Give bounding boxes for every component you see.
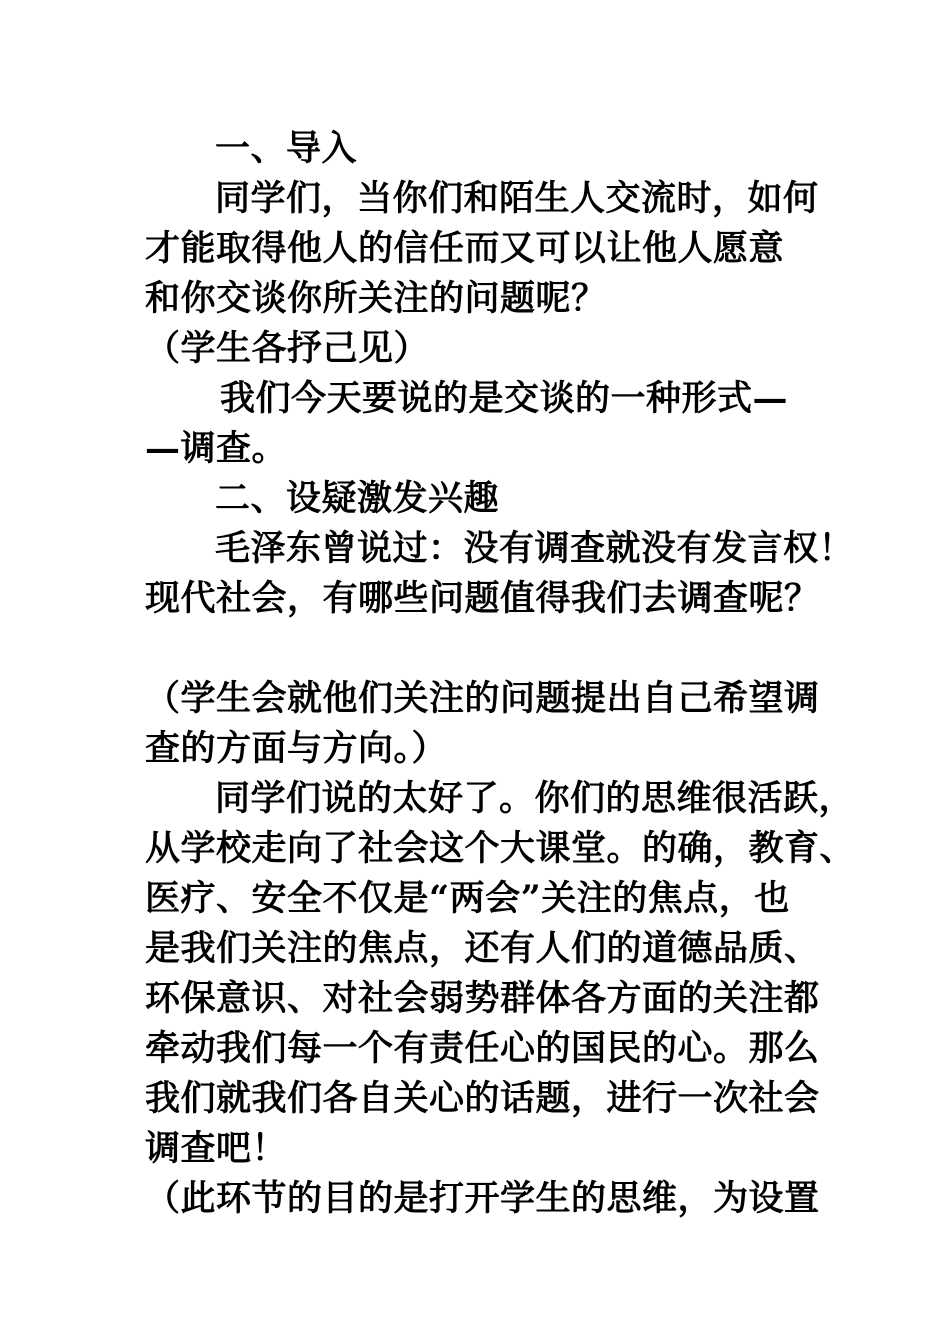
paragraph-line: 我们今天要说的是交谈的一种形式— (220, 378, 789, 419)
paragraph-line: 同学们，当你们和陌生人交流时，如何 (215, 178, 819, 219)
section-heading-question: 二、设疑激发兴趣 (215, 478, 500, 519)
paragraph-line: 牵动我们每一个有责任心的国民的心。那么 (145, 1028, 820, 1069)
section-heading-intro: 一、导入 (215, 128, 358, 169)
paragraph-line: 毛泽东曾说过：没有调查就没有发言权！ (215, 528, 855, 569)
paragraph-line: （此环节的目的是打开学生的思维，为设置 (145, 1178, 820, 1219)
paragraph-line: 才能取得他人的信任而又可以让他人愿意 (145, 228, 785, 269)
paragraph-line: 医疗、安全不仅是“两会”关注的焦点，也 (145, 878, 790, 919)
paragraph-line: 现代社会，有哪些问题值得我们去调查呢？ (145, 578, 820, 619)
paragraph-line: 从学校走向了社会这个大课堂。的确，教育、 (145, 828, 856, 869)
paragraph-line: 是我们关注的焦点，还有人们的道德品质、 (145, 928, 820, 969)
paragraph-line: 环保意识、对社会弱势群体各方面的关注都 (145, 978, 820, 1019)
paragraph-line: —调查。 (145, 428, 288, 469)
paragraph-line: 同学们说的太好了。你们的思维很活跃， (215, 778, 855, 819)
paragraph-line: （学生各抒己见） (145, 328, 430, 369)
paragraph-line: 查的方面与方向。） (145, 728, 448, 769)
paragraph-line: （学生会就他们关注的问题提出自己希望调 (145, 678, 820, 719)
paragraph-line: 和你交谈你所关注的问题呢？ (145, 278, 607, 319)
paragraph-line: 我们就我们各自关心的话题，进行一次社会 (145, 1078, 820, 1119)
paragraph-line: 调查吧！ (145, 1128, 288, 1169)
